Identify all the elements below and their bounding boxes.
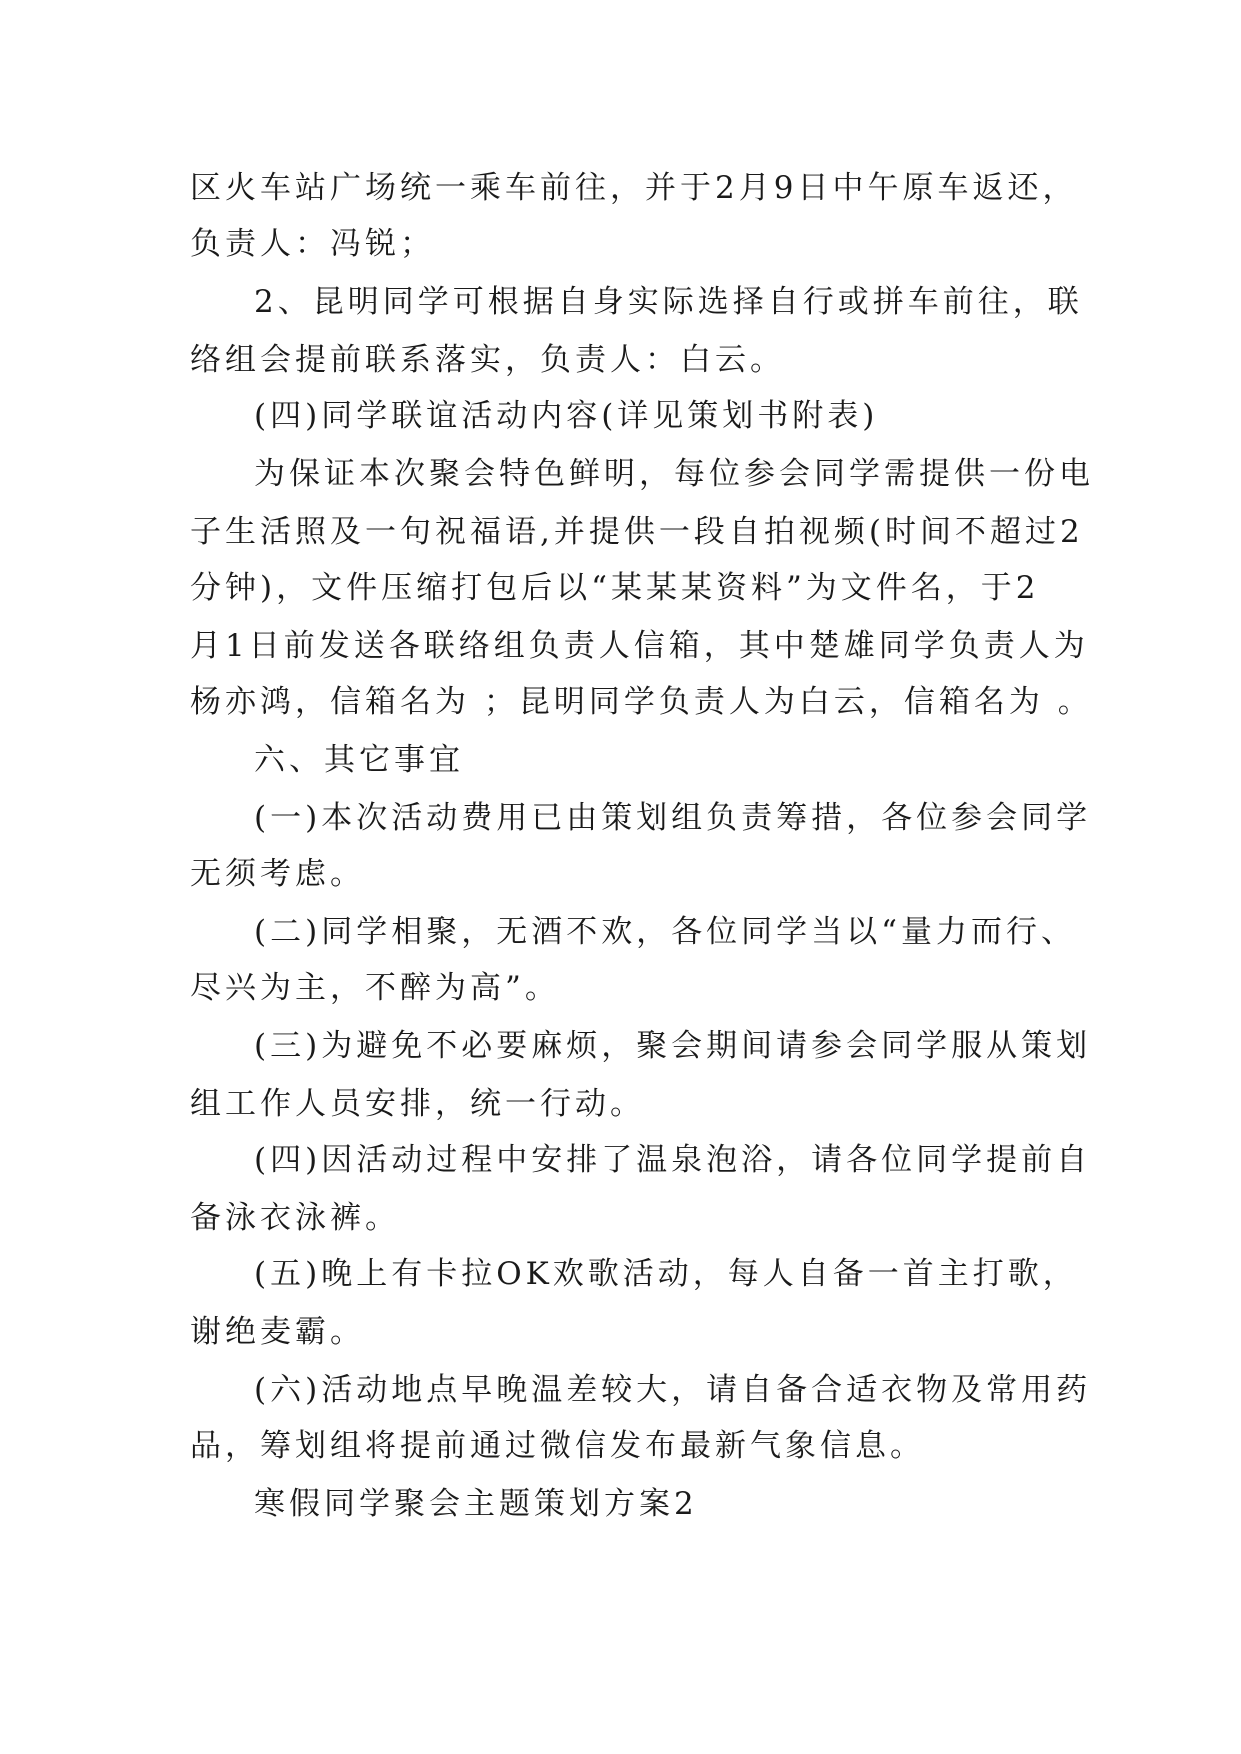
paragraph-line: (一)本次活动费用已由策划组负责筹措，各位参会同学	[254, 800, 1092, 836]
paragraph-line: 无须考虑。	[190, 856, 365, 892]
paragraph-line: 谢绝麦霸。	[190, 1314, 365, 1350]
section-heading: 寒假同学聚会主题策划方案2	[254, 1486, 698, 1522]
paragraph-line: 负责人：冯锐；	[190, 226, 435, 262]
paragraph-line: 分钟)，文件压缩打包后以“某某某资料”为文件名，于2	[190, 570, 1040, 606]
paragraph-line: 备泳衣泳裤。	[190, 1200, 400, 1236]
paragraph-line: 品，筹划组将提前通过微信发布最新气象信息。	[190, 1428, 925, 1464]
paragraph-line: (四)因活动过程中安排了温泉泡浴，请各位同学提前自	[254, 1142, 1092, 1178]
section-heading: 六、其它事宜	[254, 742, 464, 778]
paragraph-line: (二)同学相聚，无酒不欢，各位同学当以“量力而行、	[254, 914, 1077, 950]
paragraph-line: 组工作人员安排，统一行动。	[190, 1086, 645, 1122]
paragraph-line: (三)为避免不必要麻烦，聚会期间请参会同学服从策划	[254, 1028, 1092, 1064]
paragraph-line: 子生活照及一句祝福语,并提供一段自拍视频(时间不超过2	[190, 514, 1084, 550]
paragraph-line: 月1日前发送各联络组负责人信箱，其中楚雄同学负责人为	[190, 628, 1089, 664]
paragraph-line: 杨亦鸿，信箱名为 ；昆明同学负责人为白云，信箱名为 。	[190, 684, 1093, 720]
paragraph-line: (六)活动地点早晚温差较大，请自备合适衣物及常用药	[254, 1372, 1092, 1408]
paragraph-line: 区火车站广场统一乘车前往，并于2月9日中午原车返还，	[190, 170, 1078, 206]
paragraph-line: (五)晚上有卡拉OK欢歌活动，每人自备一首主打歌，	[254, 1256, 1078, 1292]
paragraph-line: 络组会提前联系落实，负责人：白云。	[190, 342, 785, 378]
paragraph-line: 尽兴为主，不醉为高”。	[190, 970, 560, 1006]
section-heading: (四)同学联谊活动内容(详见策划书附表)	[254, 398, 879, 434]
paragraph-line: 2、昆明同学可根据自身实际选择自行或拼车前往，联	[254, 284, 1083, 320]
paragraph-line: 为保证本次聚会特色鲜明，每位参会同学需提供一份电	[254, 456, 1094, 492]
